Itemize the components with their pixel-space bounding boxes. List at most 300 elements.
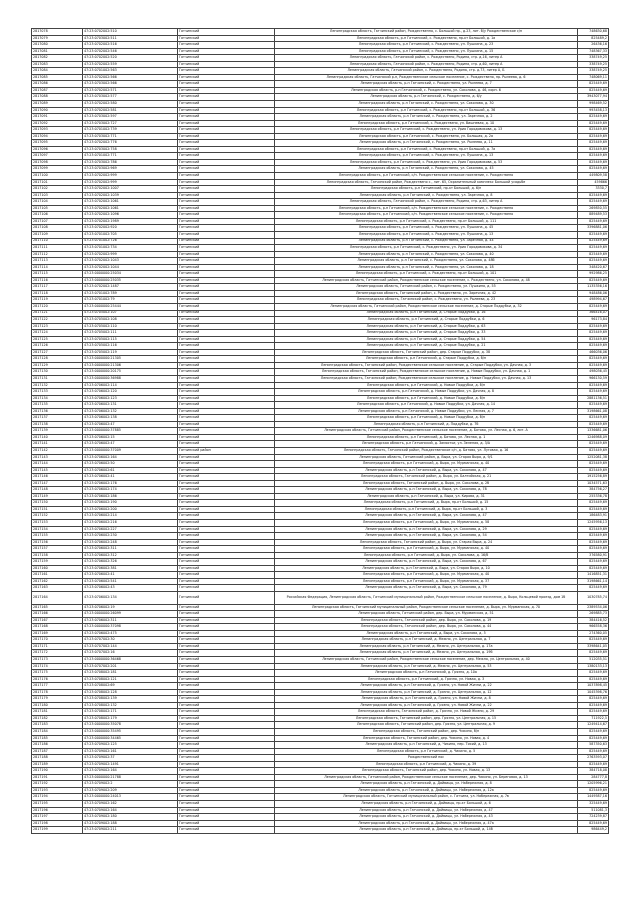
cell-address: Ленинградская область, р-н Гатчинский, с. Рождествено, ул. Большая, д. 2а <box>275 133 578 140</box>
cell-district: Гатчинский <box>178 133 275 140</box>
cell-district: Гатчинский <box>178 55 275 62</box>
cell-value: 1380133,13 <box>578 663 609 670</box>
cell-cadastral-number: 47:23:0701002:726 <box>83 238 178 245</box>
cell-value: 269885,73 <box>578 611 609 618</box>
cell-address: Ленинградская область, р-н Гатчинский, с. Рождествено, д. 6/у <box>275 94 578 101</box>
cell-value: 825449,69 <box>578 546 609 553</box>
cell-id: 2817084 <box>32 68 83 75</box>
cell-value: 186483,91 <box>578 513 609 520</box>
cell-district: Гатчинский <box>178 166 275 173</box>
cell-address: Ленинградская область, р-н Гатчинский, с. Рождествено, пр-кт Большой, д. 1а <box>275 35 578 42</box>
cell-value: 348420,67 <box>578 264 609 271</box>
cell-district: Гатчинский <box>178 179 275 186</box>
cell-value: 825449,69 <box>578 330 609 337</box>
cell-cadastral-number: 47:23:0707002:16 <box>83 650 178 657</box>
cell-district: Гатчинский <box>178 87 275 94</box>
cell-district: Гатчинский <box>178 801 275 808</box>
cell-cadastral-number: 47:23:0706002:47 <box>83 421 178 428</box>
cell-cadastral-number: 47:23:0000000:25035 <box>83 277 178 284</box>
cell-address: Ленинградская область, р-н Гатчинский, д. Выра, ул. Мурманская, д. 40 <box>275 461 578 468</box>
cell-id: 2817131 <box>32 375 83 382</box>
cell-value: 338749,25 <box>578 68 609 75</box>
cell-cadastral-number: 47:23:0709002:164 <box>83 807 178 814</box>
cell-value: 825449,69 <box>578 461 609 468</box>
cell-address: Ленинградская область, Гатчинский район, дер. Чикино, ул. Новая, д. 13 <box>275 768 578 775</box>
cell-address: Ленинградская область, Гатчинский район, д. Выра, ул. Балтийская, д. 21 <box>275 474 578 481</box>
cell-value: 748630,68 <box>578 29 609 36</box>
cell-cadastral-number: 47:23:0702002:776 <box>83 140 178 147</box>
cell-value: 825449,69 <box>578 585 609 592</box>
cell-cadastral-number: 47:23:0709002:180 <box>83 814 178 821</box>
cell-district: Гатчинский <box>178 617 275 624</box>
cell-cadastral-number: 47:23:0701002:789 <box>83 290 178 297</box>
cell-district: Гатчинский <box>178 755 275 762</box>
cell-id: 2817193 <box>32 787 83 794</box>
cell-cadastral-number: 47:23:0709002:125 <box>83 742 178 749</box>
cell-cadastral-number: 47:23:0706002:164 <box>83 454 178 461</box>
cell-value: 1416851,31 <box>578 572 609 579</box>
cell-id: 2817178 <box>32 689 83 696</box>
cell-value: 825449,69 <box>578 140 609 147</box>
cell-district: Гатчинский <box>178 402 275 409</box>
cell-address: Ленинградская область, Гатчинский район, д. Грязно, ул. Новой Жизни, д. 29 <box>275 709 578 716</box>
cell-address: Ленинградская область, Гатчинский район, с. Рождествено, ул. Рылеева, д. 23 <box>275 297 578 304</box>
cell-district: Гатчинский <box>178 264 275 271</box>
cell-cadastral-number: 47:23:0707002:144 <box>83 643 178 650</box>
cell-cadastral-number: 47:23:0702002:1096 <box>83 212 178 219</box>
cell-id: 2817165 <box>32 604 83 611</box>
cell-cadastral-number: 47:23:0706002:41 <box>83 572 178 579</box>
cell-district: Гатчинский <box>178 297 275 304</box>
cell-cadastral-number: 47:23:0702002:516 <box>83 42 178 49</box>
cell-value: 825449,69 <box>578 820 609 827</box>
cell-district: Гатчинский <box>178 520 275 527</box>
cell-value: 449809,58 <box>578 173 609 180</box>
cell-address: Ленинградская область, р-н Гатчинский, д. Выра, ул. Соколова, д. 16/б <box>275 552 578 559</box>
cell-value: 1245956,13 <box>578 520 609 527</box>
cell-value: 96173,84 <box>578 317 609 324</box>
cell-value: 825449,69 <box>578 441 609 448</box>
cell-id: 2817134 <box>32 395 83 402</box>
cell-id: 2817191 <box>32 774 83 781</box>
cell-address: Ленинградская область, р-н Гатчинский, д. Выра, ул. Соколова, д. 78 <box>275 487 578 494</box>
cell-value: 711922,5 <box>578 715 609 722</box>
cell-id: 2817136 <box>32 408 83 415</box>
cell-district: Гатчинский <box>178 461 275 468</box>
cell-cadastral-number: 47:23:0708002:179 <box>83 715 178 722</box>
cell-district: Гатчинский <box>178 114 275 121</box>
cell-id: 2817198 <box>32 820 83 827</box>
cell-cadastral-number: 47:23:0706002:230 <box>83 533 178 540</box>
cell-id: 2817115 <box>32 271 83 278</box>
cell-district: Гатчинский <box>178 709 275 716</box>
cell-cadastral-number: 47:23:0708002:132 <box>83 702 178 709</box>
cell-id: 2817079 <box>32 35 83 42</box>
cell-district: Гатчинский <box>178 827 275 834</box>
cell-id: 2817166 <box>32 611 83 618</box>
cell-id: 2817091 <box>32 114 83 121</box>
cell-address: Ленинградская область, Гатчинский район, дер. Чикино, б/н <box>275 729 578 736</box>
cell-cadastral-number: 47:23:0706002:176 <box>83 480 178 487</box>
cell-value: 825489,2 <box>578 35 609 42</box>
cell-id: 2817095 <box>32 140 83 147</box>
cell-value: 825449,69 <box>578 336 609 343</box>
cell-address: Ленинградская область, Гатчинский район, дер. Старые Поддубки, д. 38 <box>275 349 578 356</box>
cell-cadastral-number: 47:23:0000000:37098 <box>83 624 178 631</box>
cell-district: Гатчинский <box>178 251 275 258</box>
cell-value: 825449,69 <box>578 146 609 153</box>
cell-address: Ленинградская область, р-н Гатчинский, с. Рождествено, ул. Рылеева, д. 7 <box>275 81 578 88</box>
cell-id: 2817098 <box>32 159 83 166</box>
cell-district: Гатчинский <box>178 218 275 225</box>
cell-district: Гатчинский <box>178 572 275 579</box>
cell-address: Ленинградская область, р-н Гатчинский, д. Межно, ул. Центральная, д. 7 <box>275 637 578 644</box>
cell-value: 825449,69 <box>578 81 609 88</box>
table-row <box>32 592 609 605</box>
cell-address: Ленинградская область, Гатчинский район, Рождественское сельское поселение, д. Новые Поддубки, ул. Дачная, д. 13 <box>275 375 578 382</box>
cell-cadastral-number: 47:23:0000000:24013 <box>83 794 178 801</box>
cell-district: Гатчинский <box>178 663 275 670</box>
cell-id: 2817137 <box>32 415 83 422</box>
cell-cadastral-number: 47:23:0708002:69 <box>83 683 178 690</box>
cell-id: 2817117 <box>32 284 83 291</box>
cell-district: Гатчинский <box>178 742 275 749</box>
cell-address: Ленинградская область, р-н Гатчинский, д. Выра, ул. Старая Выра, д. 10 <box>275 565 578 572</box>
cell-district: Гатчинский <box>178 807 275 814</box>
cell-address: Ленинградская область, р-н Гатчинский, с. Рождествено, ул. Пушкина, д. 13 <box>275 231 578 238</box>
cell-district: Гатчинский <box>178 722 275 729</box>
cell-district: Гатчинский <box>178 127 275 134</box>
cell-cadastral-number: 47:23:0703002:771 <box>83 133 178 140</box>
cell-id: 2817122 <box>32 317 83 324</box>
cell-cadastral-number: 47:23:0701002:739 <box>83 127 178 134</box>
cell-id: 2817143 <box>32 454 83 461</box>
cell-district: Гатчинский <box>178 434 275 441</box>
cell-id: 2817188 <box>32 755 83 762</box>
cell-cadastral-number: 47:23:0706002:312 <box>83 552 178 559</box>
cell-district: Гатчинский район <box>178 448 275 455</box>
cell-value: 825449,69 <box>578 448 609 455</box>
cell-cadastral-number: 47:23:0706002:47 <box>83 441 178 448</box>
cell-address: Ленинградская область, Гатчинский район, с. Рождествено, Родина, стр. д.16, литер А <box>275 55 578 62</box>
cell-district: Гатчинский <box>178 768 275 775</box>
cell-district: Гатчинский <box>178 336 275 343</box>
cell-district: Гатчинский <box>178 369 275 376</box>
cell-id: 2817108 <box>32 225 83 232</box>
cell-value: 825449,69 <box>578 159 609 166</box>
cell-id: 2817082 <box>32 55 83 62</box>
cell-value: 825449,69 <box>578 729 609 736</box>
cell-id: 2817161 <box>32 572 83 579</box>
cell-district: Гатчинский <box>178 592 275 605</box>
cell-district: Гатчинский <box>178 506 275 513</box>
cell-address: Ленинградская область, р-н Гатчинский, д. Новые Поддубки, д. б/н <box>275 395 578 402</box>
cell-address: Ленинградская область, Гатчинский район, д. Выра, ул. Старая Выра, д. 24 <box>275 539 578 546</box>
cell-value: 3943077,94 <box>578 94 609 101</box>
cell-value: 825449,69 <box>578 87 609 94</box>
cell-cadastral-number: 47:23:0706002:200 <box>83 506 178 513</box>
cell-id: 2817133 <box>32 389 83 396</box>
cell-address: Рождественский пос <box>275 755 578 762</box>
cell-value: 1030785,74 <box>578 592 609 605</box>
cell-cadastral-number: 47:23:0709002:2 <box>83 781 178 788</box>
cell-district: Гатчинский <box>178 349 275 356</box>
cell-district: Гатчинский <box>178 643 275 650</box>
cell-address: Ленинградская область, р-н Гатчинский, с. Рождествено, ул. Соколова, д. 40 <box>275 251 578 258</box>
cell-cadastral-number: 47:23:0709002:1491 <box>83 761 178 768</box>
cell-id: 2817109 <box>32 231 83 238</box>
cell-district: Гатчинский <box>178 480 275 487</box>
cell-cadastral-number: 47:23:0000000:25034 <box>83 271 178 278</box>
cell-id: 2817094 <box>32 133 83 140</box>
cell-cadastral-number: 47:23:0705002:111 <box>83 330 178 337</box>
cell-id: 2817128 <box>32 356 83 363</box>
cell-id: 2817078 <box>32 29 83 36</box>
cell-cadastral-number: 47:23:0706002:326 <box>83 559 178 566</box>
cell-value: 2763593,07 <box>578 755 609 762</box>
cell-address: Ленинградская область, р-н Гатчинский, д. Дайвицы, ул. Набережная, д. 43 <box>275 814 578 821</box>
cell-id: 2817080 <box>32 42 83 49</box>
cell-address: Ленинградская область, Гатчинский р-н, Рождественское сельское поселение, с. Рождествено, пр. Рылеева, д. 6 <box>275 74 578 81</box>
cell-value: 998469,52 <box>578 101 609 108</box>
cell-value: 3396881,06 <box>578 225 609 232</box>
cell-value: 825449,69 <box>578 127 609 134</box>
cell-address: Ленинградская область, р-н Гатчинский, д. Грязно, д. 10а <box>275 670 578 677</box>
cell-cadastral-number: 47:23:0702002:920 <box>83 225 178 232</box>
cell-value: 993458,13 <box>578 107 609 114</box>
cell-id: 2817106 <box>32 212 83 219</box>
cell-cadastral-number: 47:23:0706002:227 <box>83 526 178 533</box>
cell-address: Ленинградская область, р-н Гатчинский, д. Выра, ул. Соколова, д. 47 <box>275 513 578 520</box>
cell-address: Ленинградская область, Гатчинский муниципальный район, Рождественское сельское поселение, д. Выра, ул. Мурманская, д. 70 <box>275 604 578 611</box>
cell-district: Гатчинский <box>178 415 275 422</box>
cell-id: 2817197 <box>32 814 83 821</box>
cell-cadastral-number: 47:23:0000000:37885 <box>83 428 178 435</box>
cell-cadastral-number: 47:23:0706002:131 <box>83 402 178 409</box>
cell-address: Ленинградская область, р-н Гатчинский, с. Рождествено, ул. Пушкина, д. 45 <box>275 225 578 232</box>
cell-address: Ленинградская область, р-н Гатчинский, с. Рождествено, ул. Урия Городовикова, д. 13 <box>275 127 578 134</box>
cell-id: 2817175 <box>32 670 83 677</box>
cell-id: 2817180 <box>32 702 83 709</box>
table-body <box>32 29 609 834</box>
cell-district: Гатчинский <box>178 101 275 108</box>
cell-cadastral-number: 47:23:0706002:123 <box>83 395 178 402</box>
cell-value: 512035,51 <box>578 657 609 664</box>
cell-address: Ленинградская область, Гатчинский район, Рождественское сельское поселение, с. Рождествено, ул. Соколова, д. 48 <box>275 277 578 284</box>
cell-id: 2817184 <box>32 729 83 736</box>
cell-district: Гатчинский <box>178 231 275 238</box>
cell-id: 2817112 <box>32 251 83 258</box>
cell-id: 2817154 <box>32 526 83 533</box>
cell-id: 2817149 <box>32 493 83 500</box>
cell-district: Гатчинский <box>178 670 275 677</box>
cell-id: 2817183 <box>32 722 83 729</box>
cell-id: 2817090 <box>32 107 83 114</box>
cell-value: 825449,69 <box>578 676 609 683</box>
cell-address: Ленинградская область, р-н Гатчинский, с. Рождествено, ул. Соколова, д. 18 <box>275 264 578 271</box>
cell-address: Ленинградская область, р-н Гатчинский, д. Дайвицы, пр-кт Большой, д. 14б <box>275 827 578 834</box>
cell-value: 825449,69 <box>578 231 609 238</box>
cell-district: Гатчинский <box>178 689 275 696</box>
cell-district: Гатчинский <box>178 238 275 245</box>
cell-value: 825449,69 <box>578 702 609 709</box>
cell-district: Гатчинский <box>178 375 275 382</box>
cell-id: 2817171 <box>32 643 83 650</box>
cell-value: 498036,45 <box>578 369 609 376</box>
cell-value: 825449,69 <box>578 245 609 252</box>
cell-address: Ленинградская область, р-н Гатчинский, с/п. Рождественское сельское поселение, с. Рождествено <box>275 212 578 219</box>
cell-district: Гатчинский <box>178 68 275 75</box>
cell-address: Ленинградская область, р-н Гатчинский, с. Рождествено, ул. Соколова, д. 46, корп. 6 <box>275 87 578 94</box>
cell-address: Ленинградская область, р-н Гатчинский, д. Грязно, ул. Новой Жизни, д. 22 <box>275 702 578 709</box>
cell-address: Ленинградская область, Гатчинский район, Рождественское с/п, д. Батово, ул. Луговая, д. 16 <box>275 448 578 455</box>
cell-district: Гатчинский <box>178 604 275 611</box>
cell-cadastral-number: 47:23:0000000:26099 <box>83 611 178 618</box>
cell-district: Гатчинский <box>178 303 275 310</box>
cell-value: 1205996,21 <box>578 781 609 788</box>
cell-address: Ленинградская область, р-н Гатчинский, д. Выра, ул. Мурманская, д. 58 <box>275 520 578 527</box>
cell-value: 825449,69 <box>578 323 609 330</box>
cell-cadastral-number: 47:23:0708002:181 <box>83 670 178 677</box>
cell-id: 2817176 <box>32 676 83 683</box>
cell-cadastral-number: 47:23:0702002:1061 <box>83 205 178 212</box>
cell-address: Ленинградская область, р-н Гатчинский, д. Выра, ул. Соколова, д. 29 <box>275 526 578 533</box>
cell-id: 2817139 <box>32 428 83 435</box>
cell-address: Ленинградская область, р-н Гатчинский, с. Рождествено, ул. Пушкина, д. 23 <box>275 42 578 49</box>
cell-district: Гатчинский <box>178 61 275 68</box>
cell-district: Гатчинский <box>178 657 275 664</box>
cell-value: 3330,7 <box>578 186 609 193</box>
cell-district: Гатчинский <box>178 630 275 637</box>
cell-value: 384756,27 <box>578 487 609 494</box>
cell-cadastral-number: 47:23:0709002:188 <box>83 820 178 827</box>
cell-address: Ленинградская область, р-н Гатчинский, д. Дайвицы, ул. Набережная, д. 47 <box>275 807 578 814</box>
cell-value: 825449,69 <box>578 650 609 657</box>
cell-address: Ленинградская область, р-н Гатчинский, д. Старые Поддубки, д. 63 <box>275 323 578 330</box>
cell-id: 2817120 <box>32 303 83 310</box>
cell-value: 1037898,45 <box>578 683 609 690</box>
cell-cadastral-number: 47:23:0702002:1007 <box>83 186 178 193</box>
cell-id: 2817186 <box>32 742 83 749</box>
cell-id: 2817192 <box>32 781 83 788</box>
cell-address: Ленинградская область, р-н Гатчинский, д. Старые Поддубки, д. 54 <box>275 336 578 343</box>
cell-id: 2817190 <box>32 768 83 775</box>
cell-id: 2817138 <box>32 421 83 428</box>
cell-address: Ленинградская область, Гатчинский район, дер. Грязно, ул. Центральная, д. 9 <box>275 722 578 729</box>
cell-cadastral-number: 47:23:0705002:107 <box>83 310 178 317</box>
cell-district: Гатчинский <box>178 343 275 350</box>
cell-district: Гатчинский <box>178 277 275 284</box>
cell-address: Ленинградская область, р-н Гатчинский, д. Дайвицы, ул. Набережная, д. 8 <box>275 781 578 788</box>
cell-id: 2817103 <box>32 192 83 199</box>
cell-value: 825449,69 <box>578 467 609 474</box>
cell-cadastral-number: 47:23:0706002:174 <box>83 487 178 494</box>
cell-id: 2817169 <box>32 630 83 637</box>
cell-value: 825449,69 <box>578 637 609 644</box>
cell-cadastral-number: 47:23:0703002:566 <box>83 81 178 88</box>
cell-cadastral-number: 47:23:0709002:209 <box>83 787 178 794</box>
cell-district: Гатчинский <box>178 94 275 101</box>
cell-address: Ленинградская область, р-н Гатчинский, д. Грязно, ул. Новая, д. 3 <box>275 676 578 683</box>
cell-value: 825449,69 <box>578 559 609 566</box>
cell-id: 2817196 <box>32 807 83 814</box>
cell-address: Ленинградская область, р-н Гатчинский, с. Рождествено, ул. Пушкина, д. 15 <box>275 48 578 55</box>
cell-district: Гатчинский <box>178 284 275 291</box>
property-register-table <box>31 28 609 834</box>
cell-district: Гатчинский <box>178 395 275 402</box>
cell-id: 2817141 <box>32 441 83 448</box>
cell-address: Ленинградская область, р-н Гатчинский, с. Рождествено, пр-кт Большой, д. 101 <box>275 271 578 278</box>
cell-id: 2817150 <box>32 500 83 507</box>
cell-address: Ленинградская область, р-н Гатчинский, д. Выра, ул. Соколова, д. 54 <box>275 533 578 540</box>
cell-district: Гатчинский <box>178 729 275 736</box>
cell-address: Российская Федерация, Ленинградская область, Гатчинский муниципальный район, Рождественское сельское поселение, д. Выра, Кольцевой проезд, дом 1б <box>275 592 578 605</box>
cell-id: 2817140 <box>32 434 83 441</box>
cell-address: Ленинградская область, Гатчинский район, дер. Выра, ул. Соколова, д. 44 <box>275 624 578 631</box>
cell-value: 825449,69 <box>578 735 609 742</box>
cell-cadastral-number: 47:23:0702002:559 <box>83 61 178 68</box>
cell-cadastral-number: 47:23:0000000:34465 <box>83 735 178 742</box>
cell-value: 3398641,05 <box>578 643 609 650</box>
cell-id: 2817135 <box>32 402 83 409</box>
cell-cadastral-number: 47:23:0702002:580 <box>83 101 178 108</box>
cell-address: Ленинградская область, Гатчинский район, Рождественское сельское поселение, дер. Чикино, ул. Береговая, д. 13 <box>275 774 578 781</box>
cell-address: Ленинградская область, р-н Гатчинский, с. Рождествено, ул. Соколова, д. 48б <box>275 258 578 265</box>
cell-value: 1449587,16 <box>578 794 609 801</box>
cell-value: 825449,69 <box>578 500 609 507</box>
cell-value: 825449,69 <box>578 133 609 140</box>
cell-id: 2817101 <box>32 179 83 186</box>
cell-value: 825449,69 <box>578 343 609 350</box>
cell-address: Ленинградская область, р-н Гатчинский, пр-кт Большой, д. 6/н <box>275 186 578 193</box>
cell-value: 825449,69 <box>578 120 609 127</box>
cell-address: Ленинградская область, р-н Гатчинский, с. Рождествено, пр-кт Большой, д. 111 <box>275 218 578 225</box>
cell-cadastral-number: 47:23:0706002:216 <box>83 520 178 527</box>
cell-cadastral-number: 47:23:0702002:1043 <box>83 258 178 265</box>
cell-cadastral-number: 47:23:0706002:132 <box>83 408 178 415</box>
cell-id: 2817113 <box>32 258 83 265</box>
cell-value: 825449,69 <box>578 696 609 703</box>
cell-district: Гатчинский <box>178 487 275 494</box>
cell-cadastral-number: 47:23:0709002:164 <box>83 768 178 775</box>
cell-district: Гатчинский <box>178 676 275 683</box>
cell-district: Гатчинский <box>178 81 275 88</box>
cell-address: Ленинградская область, р-н Гатчинский, д. Выра, ул. Соколова, д. 79 <box>275 585 578 592</box>
cell-address: Ленинградская область, р-н Гатчинский, д. Старые Поддубки, д. 6 <box>275 317 578 324</box>
cell-cadastral-number: 47:23:0702002:1989 <box>83 218 178 225</box>
cell-district: Гатчинский <box>178 173 275 180</box>
cell-id: 2817146 <box>32 474 83 481</box>
cell-value: 825449,69 <box>578 362 609 369</box>
cell-id: 2817125 <box>32 336 83 343</box>
cell-value: 269850,55 <box>578 205 609 212</box>
cell-district: Гатчинский <box>178 290 275 297</box>
cell-cadastral-number: 47:23:0706002:114 <box>83 382 178 389</box>
cell-address: Ленинградская область, р-н Гатчинский, с. Рождествено, ул. Пушкина, д. 13 <box>275 153 578 160</box>
cell-cadastral-number: 47:23:0706002:120 <box>83 389 178 396</box>
cell-value: 748367,33 <box>578 48 609 55</box>
cell-district: Гатчинский <box>178 428 275 435</box>
cell-value: 466036,06 <box>578 349 609 356</box>
cell-id: 2817181 <box>32 709 83 716</box>
cell-id: 2817100 <box>32 173 83 180</box>
cell-id: 2817114 <box>32 264 83 271</box>
cell-address: Ленинградская область, Гатчинский район, Рождествено с., лит. 65, Охранительный комплекс Большой усадьбе <box>275 179 578 186</box>
cell-address: Ленинградская область, Гатчинский район, Рождественское сельское поселение, д. Новые Поддубки, ул. Дачная, д. 1 <box>275 369 578 376</box>
cell-district: Гатчинский <box>178 781 275 788</box>
cell-district: Гатчинский <box>178 474 275 481</box>
cell-cadastral-number: 47:23:0703002:727 <box>83 120 178 127</box>
